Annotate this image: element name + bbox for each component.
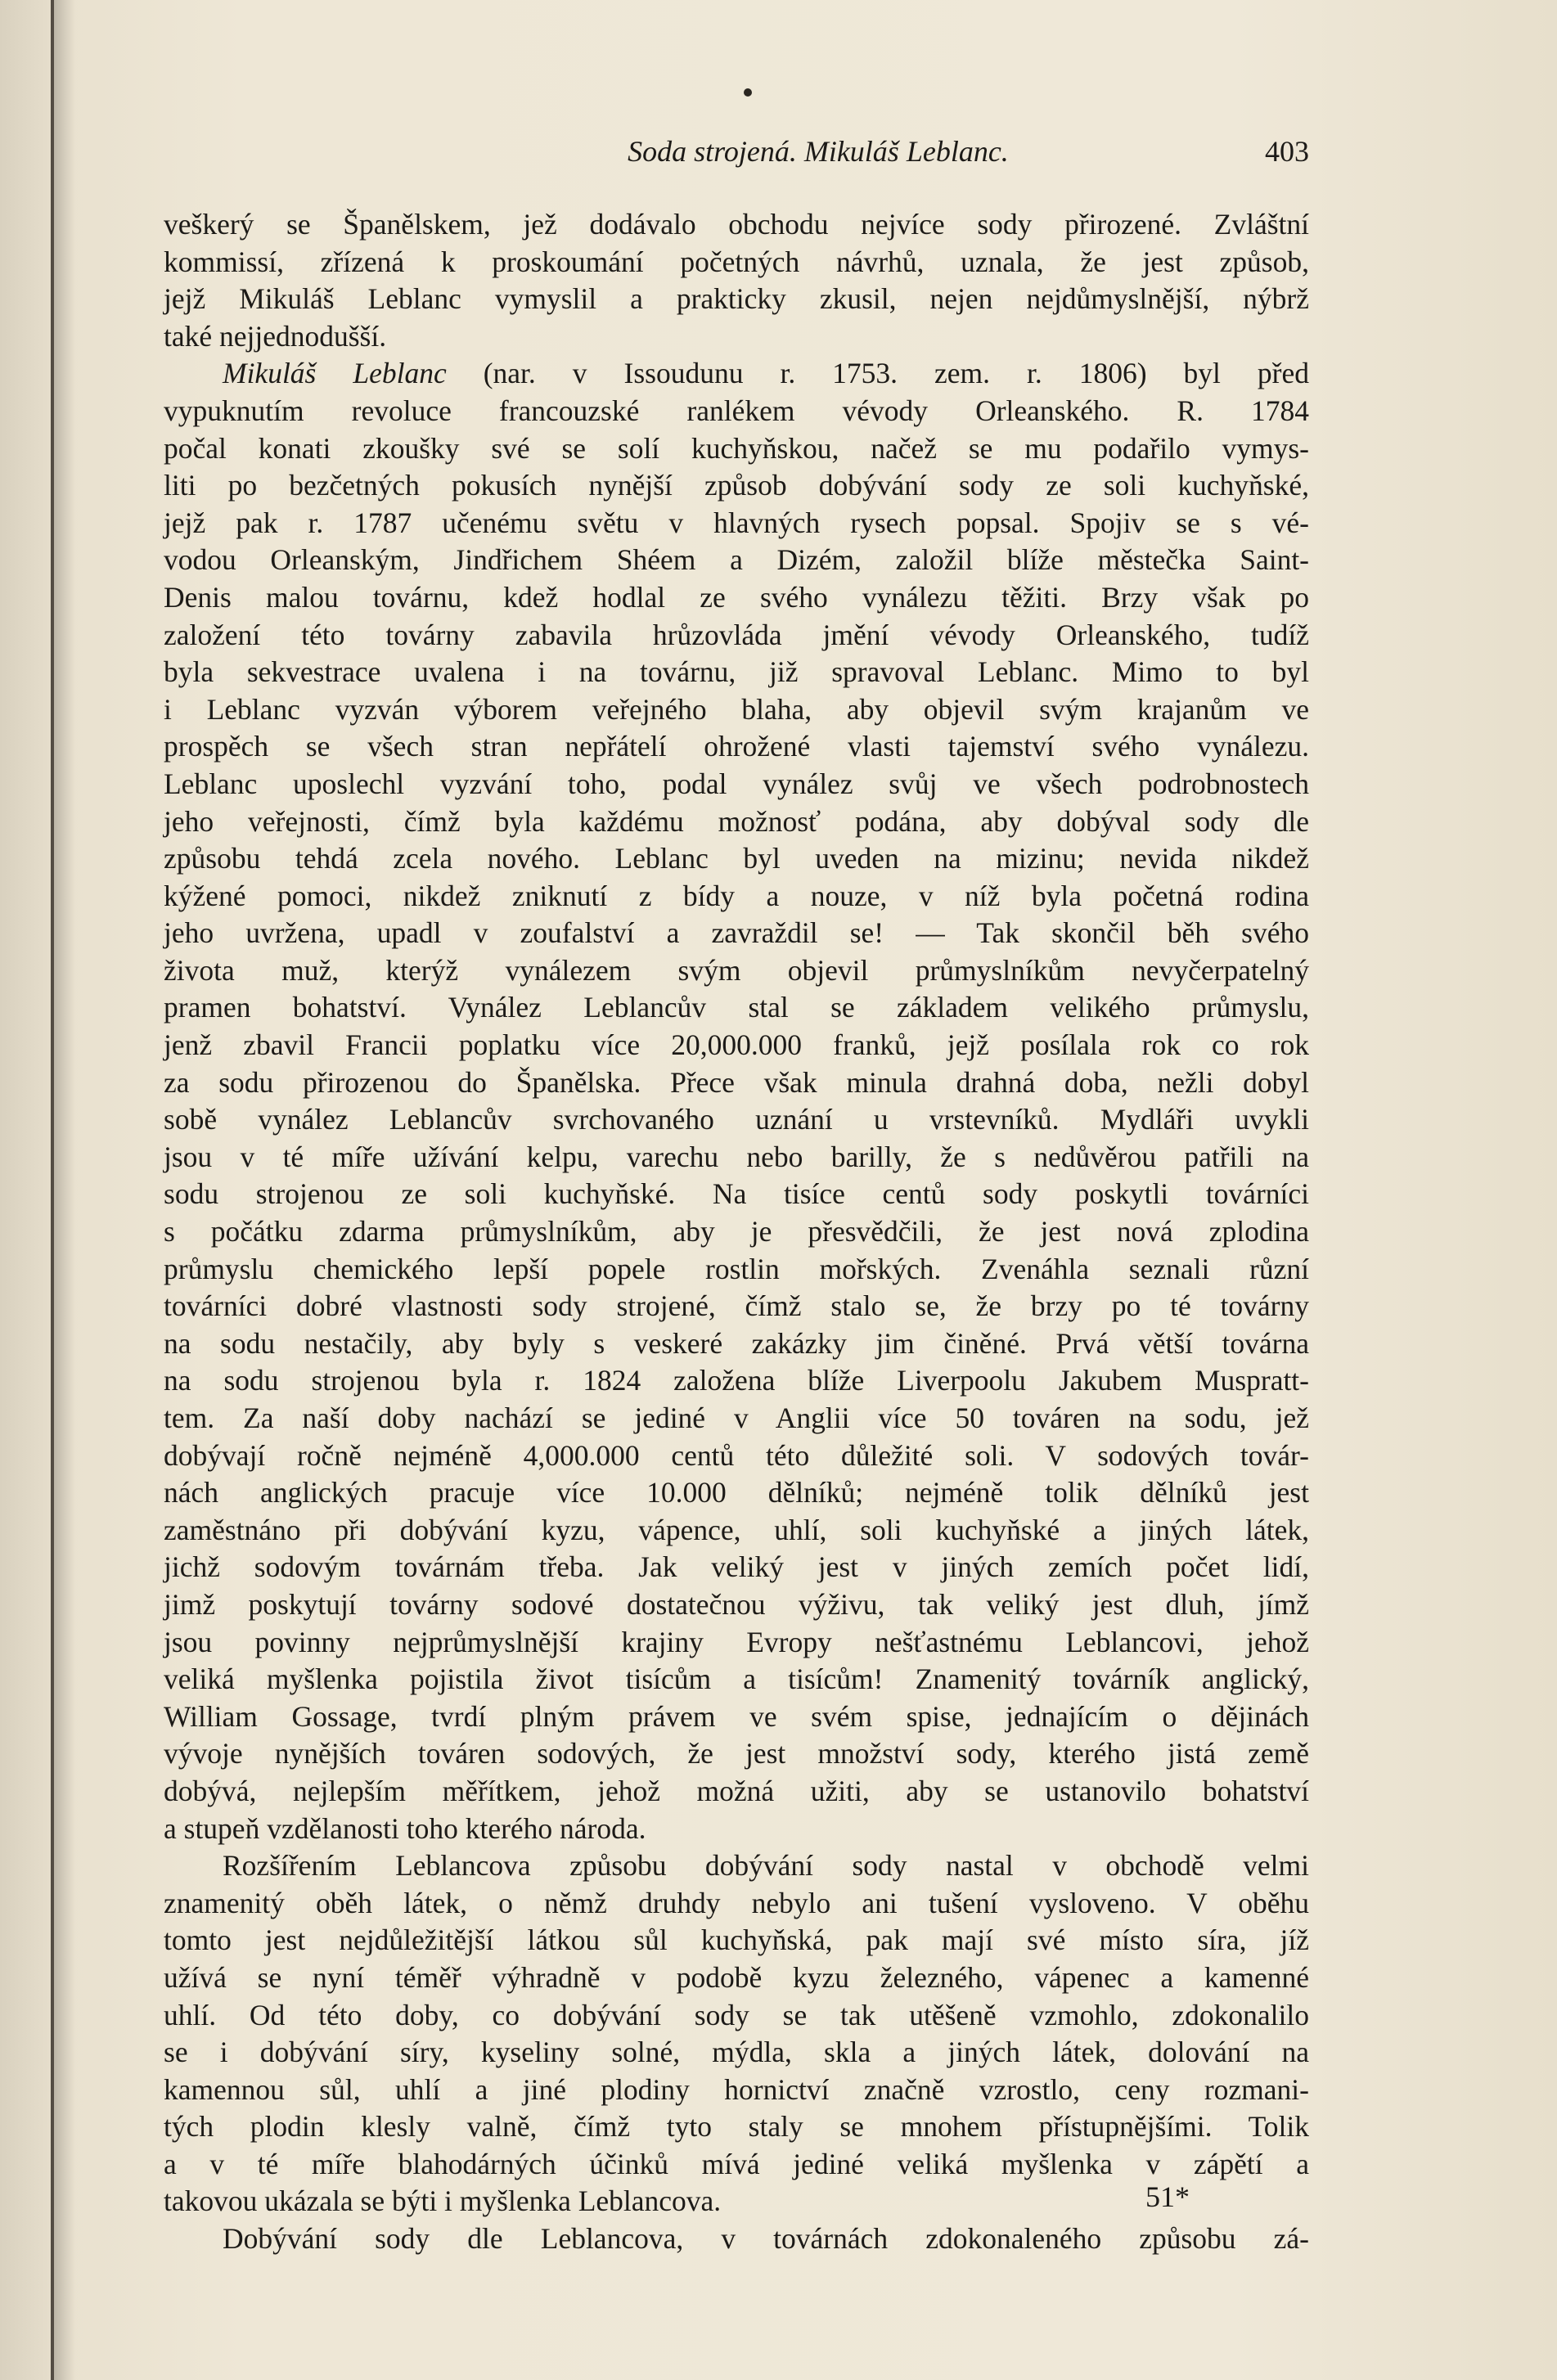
text-line: průmyslu chemického lepší popele rostlin mořských. Zvenáhla seznali různí (164, 1252, 1309, 1285)
text-line: znamenitý oběh látek, o němž druhdy nebylo ani tušení vysloveno. V oběhu (164, 1886, 1309, 1919)
text-line: veliká myšlenka pojistila život tisícům a tisícům! Znamenitý továrník anglický, (164, 1662, 1309, 1696)
italic-name: Mikuláš Leblanc (223, 357, 447, 390)
text-line: vodou Orleanským, Jindřichem Shéem a Dizém, založil blíže městečka Saint- (164, 543, 1309, 577)
text-line: i Leblanc vyzván výborem veřejného blaha, aby objevil svým krajanům ve (164, 692, 1309, 726)
text-line: na sodu strojenou byla r. 1824 založena blíže Liverpoolu Jakubem Muspratt- (164, 1364, 1309, 1397)
text-line: kamennou sůl, uhlí a jiné plodiny hornictví značně vzrostlo, ceny rozmani- (164, 2072, 1309, 2106)
text-line: dobývají ročně nejméně 4,000.000 centů této důležité soli. V sodových továr- (164, 1438, 1309, 1472)
text-line: a v té míře blahodárných účinků mívá jediné veliká myšlenka v zápětí a (164, 2147, 1309, 2180)
text-line: sodu strojenou ze soli kuchyňské. Na tisíce centů sody poskytli továrníci (164, 1177, 1309, 1211)
text-line: způsobu tehdá zcela nového. Leblanc byl uveden na mizinu; nevida nikdež (164, 842, 1309, 875)
text-line: s počátku zdarma průmyslníkům, aby je přesvědčili, že jest nová zplodina (164, 1215, 1309, 1248)
text-line: prospěch se všech stran nepřátelí ohrožené vlasti tajemství svého vynálezu. (164, 730, 1309, 763)
text-line: jejž pak r. 1787 učenému světu v hlavných rysech popsal. Spojiv se s vé- (164, 506, 1309, 539)
text-line: tomto jest nejdůležitější látkou sůl kuchyňská, pak mají své místo síra, jíž (164, 1923, 1309, 1957)
page-number: 403 (1265, 135, 1309, 168)
text-line: zaměstnáno při dobývání kyzu, vápence, uhlí, soli kuchyňské a jiných látek, (164, 1513, 1309, 1546)
text-line: života muž, kterýž vynálezem svým objevil průmyslníkům nevyčerpatelný (164, 953, 1309, 987)
running-title: Soda strojená. Mikuláš Leblanc. (628, 135, 1009, 168)
text-line: jejž Mikuláš Leblanc vymyslil a prakticky zkusil, nejen nejdůmyslnější, nýbrž (164, 282, 1309, 316)
text-line: jimž poskytují továrny sodové dostatečnou výživu, tak veliký jest dluh, jímž (164, 1587, 1309, 1621)
text-line: vypuknutím revoluce francouzské ranlékem vévody Orleanského. R. 1784 (164, 394, 1309, 427)
text-line: a stupeň vzdělanosti toho kterého národa. (164, 1811, 646, 1845)
text-line: liti po bezčetných pokusích nynější způsob dobývání sody ze soli kuchyňské, (164, 469, 1309, 502)
text-line: uhlí. Od této doby, co dobývání sody se tak utěšeně vzmohlo, zdokonalilo (164, 1998, 1309, 2031)
text-line: pramen bohatství. Vynález Leblancův stal se základem velikého průmyslu, (164, 991, 1309, 1024)
text-line: Leblanc uposlechl vyzvání toho, podal vynález svůj ve všech podrobnostech (164, 767, 1309, 800)
text-line: jichž sodovým továrnám třeba. Jak veliký jest v jiných zemích počet lidí, (164, 1550, 1309, 1584)
text-line: jenž zbavil Francii poplatku více 20,000.000 franků, jejž posílala rok co rok (164, 1028, 1309, 1062)
text-line: počal konati zkoušky své se solí kuchyňskou, načež se mu podařilo vymys- (164, 431, 1309, 465)
text-line: kýžené pomoci, nikdež zniknutí z bídy a nouze, v níž byla početná rodina (164, 879, 1309, 912)
text-line: se i dobývání síry, kyseliny solné, mýdla, skla a jiných látek, dolování na (164, 2036, 1309, 2069)
print-dot (744, 88, 752, 97)
text-line: takovou ukázala se býti i myšlenka Leblancova. (164, 2184, 722, 2218)
text-line: továrníci dobré vlastnosti sody strojené, čímž stalo se, že brzy po té továrny (164, 1289, 1309, 1323)
text-line: tem. Za naší doby nachází se jediné v Anglii více 50 továren na sodu, jež (164, 1401, 1309, 1434)
paragraph-start-line: Rozšířením Leblancova způsobu dobývání sody nastal v obchodě velmi (223, 1849, 1309, 1883)
text-line: na sodu nestačily, aby byly s veskeré zakázky jim činěné. Prvá větší továrna (164, 1326, 1309, 1360)
binding-shadow (54, 0, 75, 2380)
text-line: dobývá, nejlepším měřítkem, jehož možná užiti, aby se ustanovilo bohatství (164, 1774, 1309, 1807)
paragraph-start-line: Mikuláš Leblanc (nar. v Issoudunu r. 1753. zem. r. 1806) byl před (223, 357, 1309, 390)
text-line: sobě vynález Leblancův svrchovaného uznání u vrstevníků. Mydláři uvykli (164, 1103, 1309, 1136)
text-line: veškerý se Španělskem, jež dodávalo obchodu nejvíce sody přirozené. Zvláštní (164, 208, 1309, 241)
text-line: kommissí, zřízená k proskoumání početných návrhů, uznala, že jest způsob, (164, 245, 1309, 278)
text-line: užívá se nyní téměř výhradně v podobě kyzu železného, vápenec a kamenné (164, 1960, 1309, 1994)
signature-mark: 51* (1145, 2180, 1190, 2213)
text-line: jeho uvržena, upadl v zoufalství a zavraždil se! — Tak skončil běh svého (164, 916, 1309, 950)
text-line: za sodu přirozenou do Španělska. Přece však minula drahná doba, nežli dobyl (164, 1065, 1309, 1099)
text-line: jsou v té míře užívání kelpu, varechu nebo barilly, že s nedůvěrou patřili na (164, 1140, 1309, 1173)
text-line: byla sekvestrace uvalena i na továrnu, již spravoval Leblanc. Mimo to byl (164, 655, 1309, 689)
text-line: založení této továrny zabavila hrůzovláda jmění vévody Orleanského, tudíž (164, 618, 1309, 651)
text-line: nách anglických pracuje více 10.000 dělníků; nejméně tolik dělníků jest (164, 1476, 1309, 1509)
running-header (164, 131, 1309, 180)
text-line: tých plodin klesly valně, čímž tyto staly se mnohem přístupnějšími. Tolik (164, 2110, 1309, 2144)
text-line: Denis malou továrnu, kdež hodlal ze svého vynálezu těžiti. Brzy však po (164, 580, 1309, 614)
text-line: také nejjednodušší. (164, 319, 387, 353)
text-line: vývoje nynějších továren sodových, že jest množství sody, kterého jistá země (164, 1737, 1309, 1770)
text-line: jsou povinny nejprůmyslnější krajiny Evropy nešťastnému Leblancovi, jehož (164, 1625, 1309, 1658)
paragraph-start-line: Dobývání sody dle Leblancova, v továrnách zdokonaleného způsobu zá- (223, 2222, 1309, 2256)
text-line: William Gossage, tvrdí plným právem ve svém spise, jednajícím o dějinách (164, 1699, 1309, 1733)
body-text (164, 206, 1309, 2258)
text-line: jeho veřejnosti, čímž byla každému možnosť podána, aby dobýval sody dle (164, 804, 1309, 838)
